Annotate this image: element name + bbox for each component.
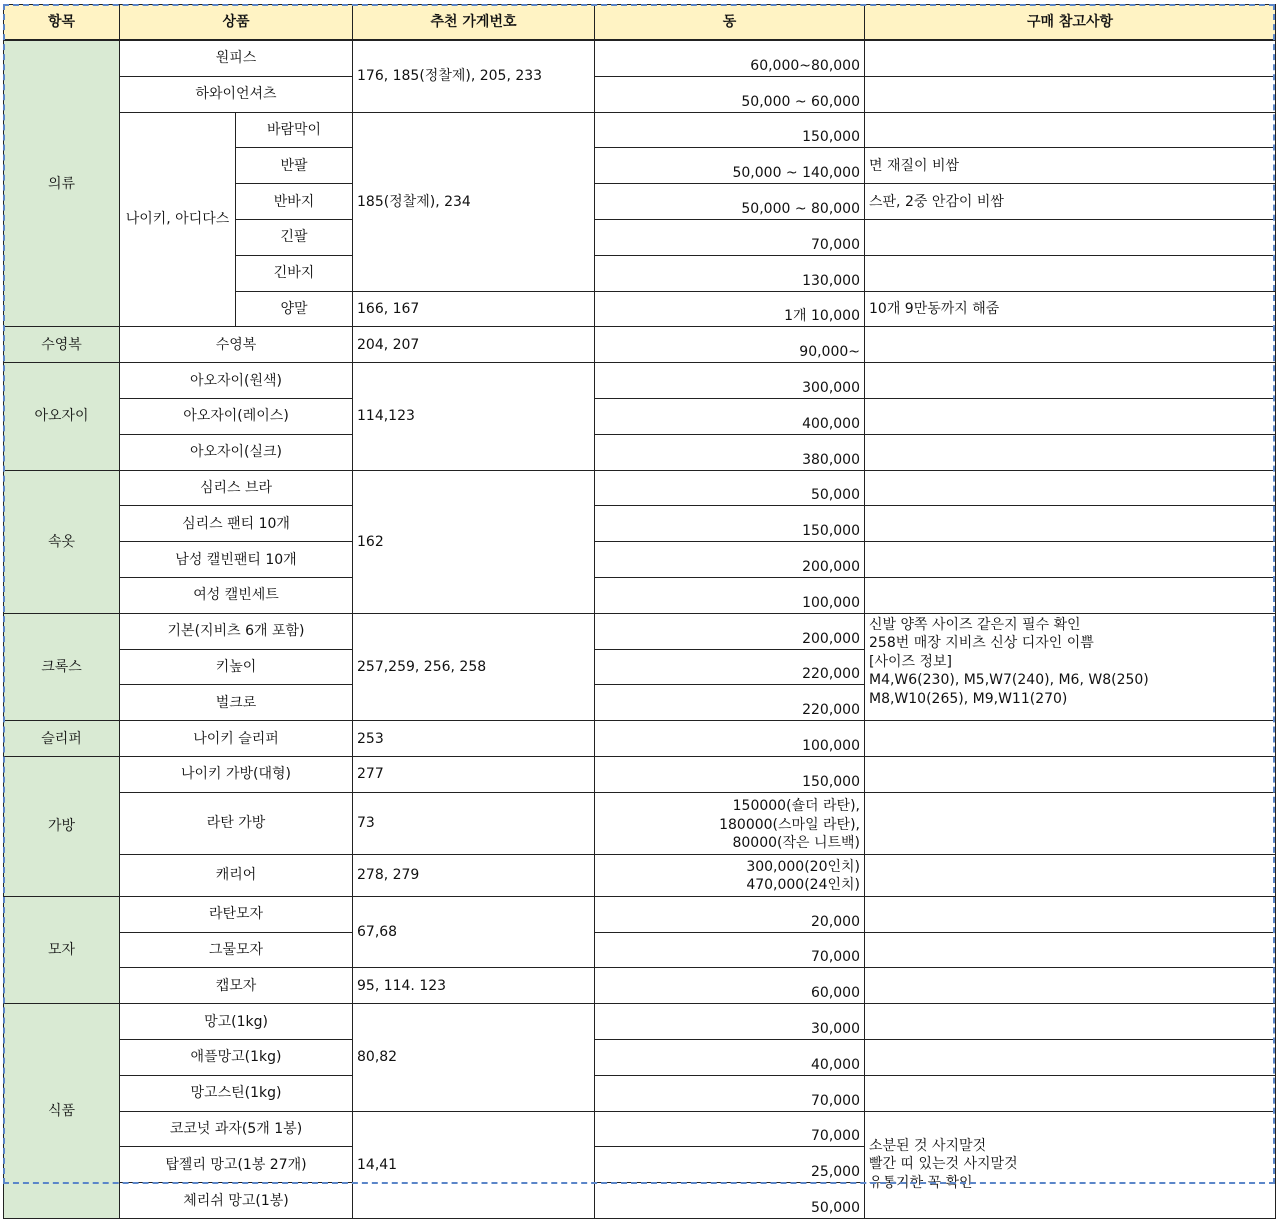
- shop-cell: 253: [353, 721, 595, 757]
- price-cell: 380,000: [595, 434, 865, 470]
- price-cell: 100,000: [595, 577, 865, 613]
- shop-cell: 95, 114. 123: [353, 968, 595, 1004]
- note-cell: 10개 9만동까지 해줌: [865, 291, 1276, 327]
- item-cell: 체리쉬 망고(1봉): [120, 1183, 353, 1219]
- price-cell: 220,000: [595, 649, 865, 685]
- item-cell: 애플망고(1kg): [120, 1039, 353, 1075]
- shop-cell: 166, 167: [353, 291, 595, 327]
- price-cell: 200,000: [595, 542, 865, 578]
- category-cell: 모자: [4, 896, 120, 1003]
- price-cell: 60,000~80,000: [595, 40, 865, 76]
- item-cell: 원피스: [120, 40, 353, 76]
- price-cell: 50,000 ~ 60,000: [595, 76, 865, 112]
- price-cell: 90,000~: [595, 327, 865, 363]
- shop-cell: 185(정찰제), 234: [353, 112, 595, 291]
- item-cell: 아오자이(원색): [120, 363, 353, 399]
- price-cell: 25,000: [595, 1147, 865, 1183]
- category-cell: 속옷: [4, 470, 120, 613]
- price-cell: 70,000: [595, 1075, 865, 1111]
- note-line: 소분된 것 사지말것: [869, 1137, 987, 1154]
- shop-cell: 176, 185(정찰제), 205, 233: [353, 40, 595, 112]
- category-cell: 슬리퍼: [4, 721, 120, 757]
- category-cell: 크록스: [4, 613, 120, 720]
- item-cell: 바람막이: [236, 112, 353, 148]
- price-cell: 50,000: [595, 470, 865, 506]
- note-line: [사이즈 정보]: [869, 653, 952, 670]
- note-line: 신발 양쪽 사이즈 같은지 필수 확인: [869, 616, 1081, 633]
- price-line: 80000(작은 니트백): [732, 835, 860, 852]
- price-cell: 20,000: [595, 896, 865, 932]
- price-line: 300,000(20인치): [746, 858, 860, 875]
- shop-cell: 277: [353, 756, 595, 792]
- category-cell: 식품: [4, 1004, 120, 1219]
- item-cell: 아오자이(레이스): [120, 398, 353, 434]
- note-cell: 면 재질이 비쌈: [865, 148, 1276, 184]
- item-cell: 망고스틴(1kg): [120, 1075, 353, 1111]
- header-item: 상품: [120, 5, 353, 41]
- header-category: 항목: [4, 5, 120, 41]
- price-cell: 150,000: [595, 506, 865, 542]
- shop-cell: 14,41: [353, 1111, 595, 1218]
- item-cell: 탑젤리 망고(1봉 27개): [120, 1147, 353, 1183]
- price-line: 150000(숄더 라탄),: [732, 798, 860, 815]
- shop-cell: 278, 279: [353, 854, 595, 896]
- category-cell: 아오자이: [4, 363, 120, 470]
- price-cell: 400,000: [595, 398, 865, 434]
- shop-cell: 204, 207: [353, 327, 595, 363]
- item-cell: 그물모자: [120, 932, 353, 968]
- price-cell: 150,000: [595, 112, 865, 148]
- item-cell: 키높이: [120, 649, 353, 685]
- item-cell: 심리스 브라: [120, 470, 353, 506]
- shop-cell: 67,68: [353, 896, 595, 968]
- price-cell: 40,000: [595, 1039, 865, 1075]
- price-cell: 70,000: [595, 219, 865, 255]
- note-cell: 스판, 2중 안감이 비쌈: [865, 184, 1276, 220]
- price-line: 180000(스마일 라탄),: [719, 816, 860, 833]
- item-cell: 나이키 가방(대형): [120, 756, 353, 792]
- header-shop: 추천 가게번호: [353, 5, 595, 41]
- note-line: M4,W6(230), M5,W7(240), M6, W8(250): [869, 672, 1149, 689]
- price-cell: 50,000 ~ 140,000: [595, 148, 865, 184]
- price-cell: 200,000: [595, 613, 865, 649]
- header-note: 구매 참고사항: [865, 5, 1276, 41]
- item-cell: 하와이언셔츠: [120, 76, 353, 112]
- price-cell: 220,000: [595, 685, 865, 721]
- header-price: 동: [595, 5, 865, 41]
- price-cell: 1개 10,000: [595, 291, 865, 327]
- item-cell: 라탄 가방: [120, 792, 353, 854]
- note-line: 유통기한 꼭 확인: [869, 1174, 973, 1191]
- category-cell: 수영복: [4, 327, 120, 363]
- price-cell: 30,000: [595, 1004, 865, 1040]
- item-cell: 망고(1kg): [120, 1004, 353, 1040]
- item-cell: 캐리어: [120, 854, 353, 896]
- category-cell: 가방: [4, 756, 120, 896]
- item-cell: 라탄모자: [120, 896, 353, 932]
- price-cell: 130,000: [595, 255, 865, 291]
- note-line: M8,W10(265), M9,W11(270): [869, 690, 1068, 707]
- shop-cell: 80,82: [353, 1004, 595, 1111]
- shop-cell: 114,123: [353, 363, 595, 470]
- item-cell: 캡모자: [120, 968, 353, 1004]
- price-cell: 300,000: [595, 363, 865, 399]
- price-cell: 70,000: [595, 1111, 865, 1147]
- shop-cell: 73: [353, 792, 595, 854]
- item-cell: 심리스 팬티 10개: [120, 506, 353, 542]
- item-cell: 기본(지비츠 6개 포함): [120, 613, 353, 649]
- price-line: 470,000(24인치): [746, 877, 860, 894]
- item-cell: 벌크로: [120, 685, 353, 721]
- price-cell: 150,000: [595, 756, 865, 792]
- item-cell: 코코넛 과자(5개 1봉): [120, 1111, 353, 1147]
- item-cell: 수영복: [120, 327, 353, 363]
- item-cell: 아오자이(실크): [120, 434, 353, 470]
- item-cell: 여성 캘빈세트: [120, 577, 353, 613]
- selection-border: [3, 4, 1275, 1184]
- item-cell: 남성 캘빈팬티 10개: [120, 542, 353, 578]
- item-cell: 긴팔: [236, 219, 353, 255]
- price-cell: 50,000: [595, 1183, 865, 1219]
- item-cell: 반팔: [236, 148, 353, 184]
- item-cell: 양말: [236, 291, 353, 327]
- shop-cell: 162: [353, 470, 595, 613]
- price-cell: 70,000: [595, 932, 865, 968]
- item-cell: 긴바지: [236, 255, 353, 291]
- item-cell: 반바지: [236, 184, 353, 220]
- shop-cell: 257,259, 256, 258: [353, 613, 595, 720]
- brand-cell: 나이키, 아디다스: [120, 112, 236, 327]
- note-line: 258번 매장 지비츠 신상 디자인 이쁨: [869, 635, 1094, 652]
- note-line: 빨간 띠 있는것 사지말것: [869, 1156, 1018, 1173]
- price-cell: 60,000: [595, 968, 865, 1004]
- category-cell: 의류: [4, 40, 120, 327]
- item-cell: 나이키 슬리퍼: [120, 721, 353, 757]
- price-cell: 100,000: [595, 721, 865, 757]
- price-cell: 50,000 ~ 80,000: [595, 184, 865, 220]
